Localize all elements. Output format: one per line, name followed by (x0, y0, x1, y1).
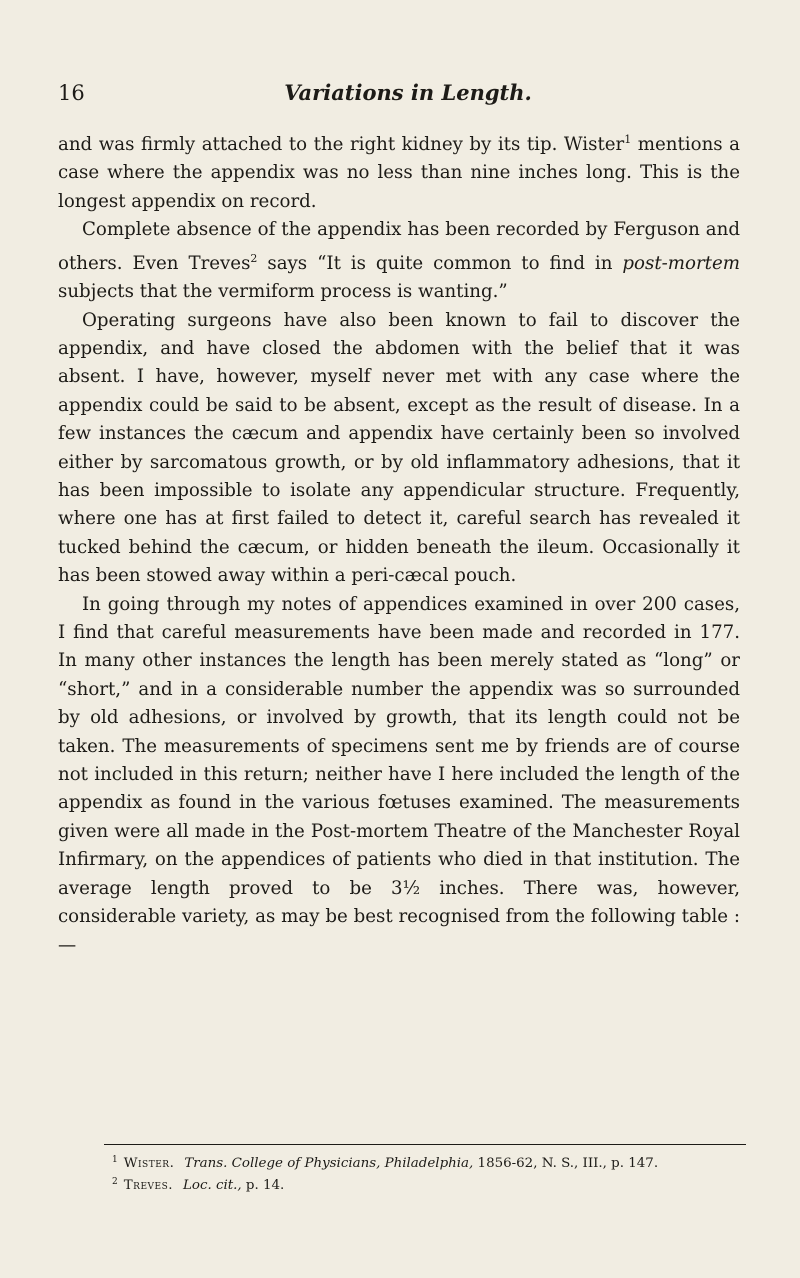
text-segment: Complete absence of the appendix has been recorded by Ferguson and others. Even Treves (58, 219, 740, 274)
text-segment: mentions a case where the appendix was no less than nine inches long. This is the longest appendix on record. (58, 134, 740, 212)
footnote-mark: 2 (112, 1177, 118, 1187)
footnote-detail: p. 14. (241, 1178, 285, 1193)
footnote-detail: 1856-62, N. S., III., p. 147. (473, 1156, 659, 1171)
footnotes (112, 1151, 752, 1195)
footnote-source: Trans. College of Physicians, Philadelphia, (184, 1156, 474, 1171)
text-segment: Operating surgeons have also been known to fail to discover the appendix, and have closed the abdomen with the belief that it was absent. I have, however, myself never met with any case where the appendix could be said to be absent, except as the result of disease. In a few instances the cæcum and appendix have certainly been so involved either by sarcomatous growth, or by old inflammatory adhesions, that it has been impossible to isolate any appendicular structure. Frequently, where one has at first failed to detect it, careful search has revealed it tucked behind the cæcum, or hidden beneath the ileum. Occasionally it has been stowed away within a peri-cæcal pouch. (58, 309, 740, 587)
body-text (58, 126, 740, 960)
paragraph (58, 307, 740, 591)
text-segment: says “It is quite common to find in (257, 252, 623, 274)
footnote-author: Treves. (123, 1178, 174, 1193)
paragraph (58, 591, 740, 960)
footnote-reference: 1 (624, 133, 632, 146)
footnote-author: Wister. (123, 1156, 175, 1171)
text-segment: and was firmly attached to the right kidney by its tip. Wister (58, 134, 625, 156)
footnote-rule (104, 1144, 746, 1145)
running-title: Variations in Length. (284, 80, 532, 105)
page-number: 16 (58, 81, 85, 105)
italic-text: post-mortem (622, 252, 740, 274)
footnote-reference: 2 (250, 251, 258, 265)
paragraph (58, 126, 740, 216)
footnote (112, 1151, 752, 1173)
footnote (112, 1173, 752, 1195)
text-segment: subjects that the vermiform process is wanting.” (58, 281, 508, 303)
footnote-source: Loc. cit., (183, 1178, 242, 1193)
text-segment: In going through my notes of appendices examined in over 200 cases, I find that careful measurements have been made and recorded in 177. In many other instances the length has been merely stated as “long” or “short,” and in a considerable number the appendix was so surrounded by old adhesions, or involved by growth, that its length could not be taken. The measurements of specimens sent me by friends are of course not included in this return; neither have I here included the length of the appendix as found in the various fœtuses examined. The measurements given were all made in the Post-mortem Theatre of the Manchester Royal Infirmary, on the appendices of patients who died in that institution. The average length proved to be 3½ inches. There was, however, considerable variety, as may be best recognised from the following table :— (58, 593, 740, 956)
paragraph (58, 216, 740, 306)
page-header (58, 78, 758, 108)
footnote-mark: 1 (112, 1155, 118, 1165)
